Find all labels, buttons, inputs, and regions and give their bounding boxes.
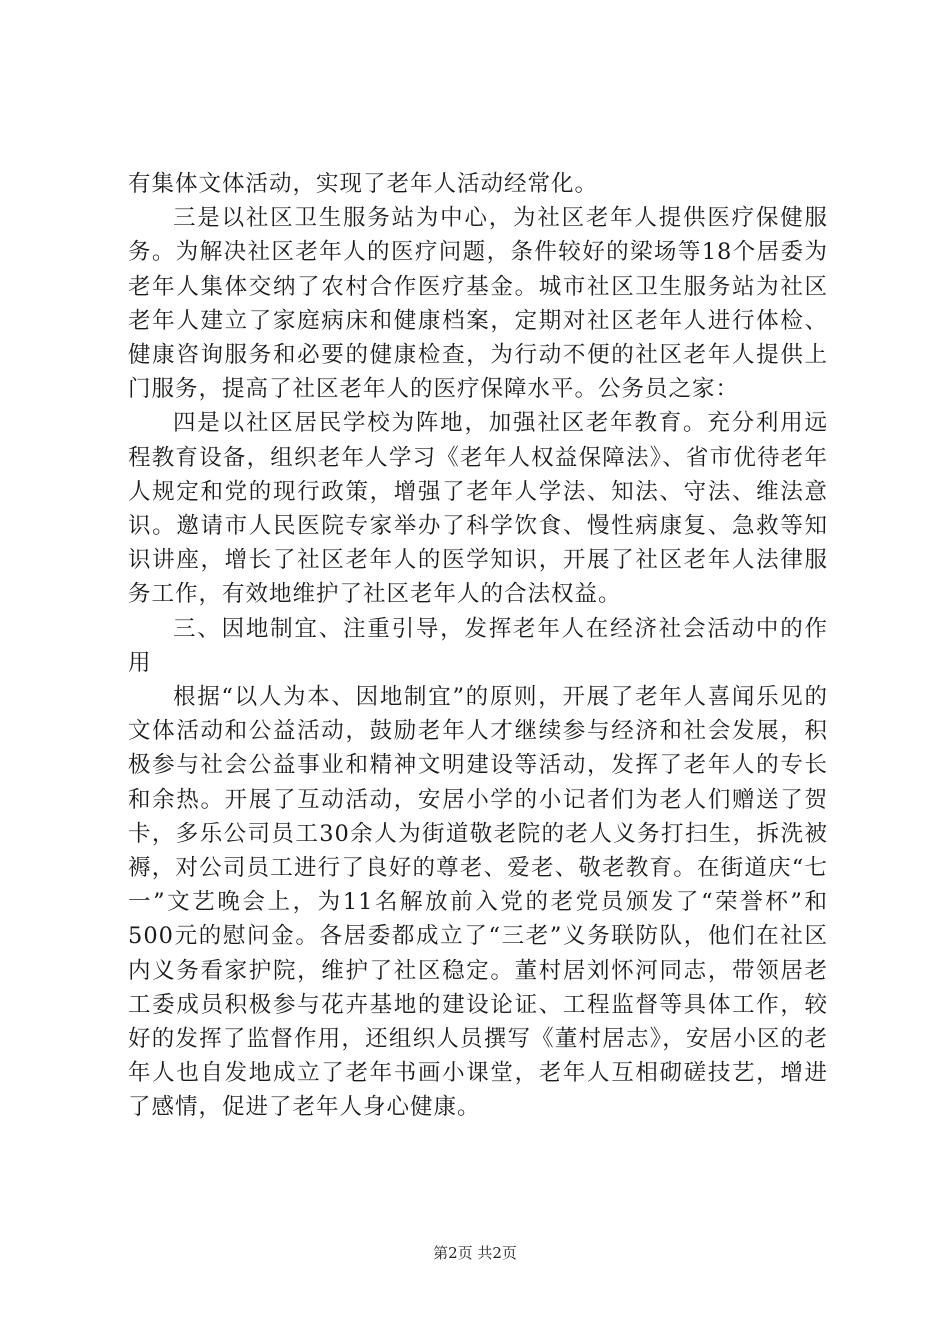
paragraph-continuation: 有集体文体活动，实现了老年人活动经常化。 xyxy=(128,171,599,197)
page-number-footer: 第2页 共2页 xyxy=(433,1244,517,1262)
paragraph-medical-service: 三是以社区卫生服务站为中心，为社区老年人提供医疗保健服务。为解决社区老年人的医疗问题，条件较好的梁场等18个居委为老年人集体交纳了农村合作医疗基金。城市社区卫生服务站为社区老年人建立了家庭病床和健康档案，定期对社区老年人进行体检、健康咨询服务和必要的健康检查，为行动不便的社区老年人提供上门服务，提高了社区老年人的医疗保障水平。公务员之家： xyxy=(128,205,828,403)
paragraph-elderly-education: 四是以社区居民学校为阵地，加强社区老年教育。充分利用远程教育设备，组织老年人学习《老年人权益保障法》、省市优待老年人规定和党的现行政策，增强了老年人学法、知法、守法、维法意识。邀请市人民医院专家举办了科学饮食、慢性病康复、急救等知识讲座，增长了社区老年人的医学知识，开展了社区老年人法律服务工作，有效地维护了社区老年人的合法权益。 xyxy=(128,410,828,608)
paragraph-social-activities: 根据“以人为本、因地制宜”的原则，开展了老年人喜闻乐见的文体活动和公益活动，鼓励老年人才继续参与经济和社会发展，积极参与社会公益事业和精神文明建设等活动，发挥了老年人的专长和余热。开展了互动活动，安居小学的小记者们为老人们赠送了贺卡，多乐公司员工30余人为街道敬老院的老人义务打扫生，拆洗被褥，对公司员工进行了良好的尊老、爱老、敬老教育。在街道庆“七一”文艺晚会上，为11名解放前入党的老党员颁发了“荣誉杯”和500元的慰问金。各居委都成立了“三老”义务联防队，他们在社区内义务看家护院，维护了社区稳定。董村居刘怀河同志，带领居老工委成员积极参与花卉基地的建设论证、工程监督等具体工作，较好的发挥了监督作用，还组织人员撰写《董村居志》，安居小区的老年人也自发地成立了老年书画小课堂，老年人互相砌磋技艺，增进了感情，促进了老年人身心健康。 xyxy=(128,684,828,1121)
document-body xyxy=(128,167,828,1125)
section-heading-three: 三、因地制宜、注重引导，发挥老年人在经济社会活动中的作用 xyxy=(128,615,828,676)
